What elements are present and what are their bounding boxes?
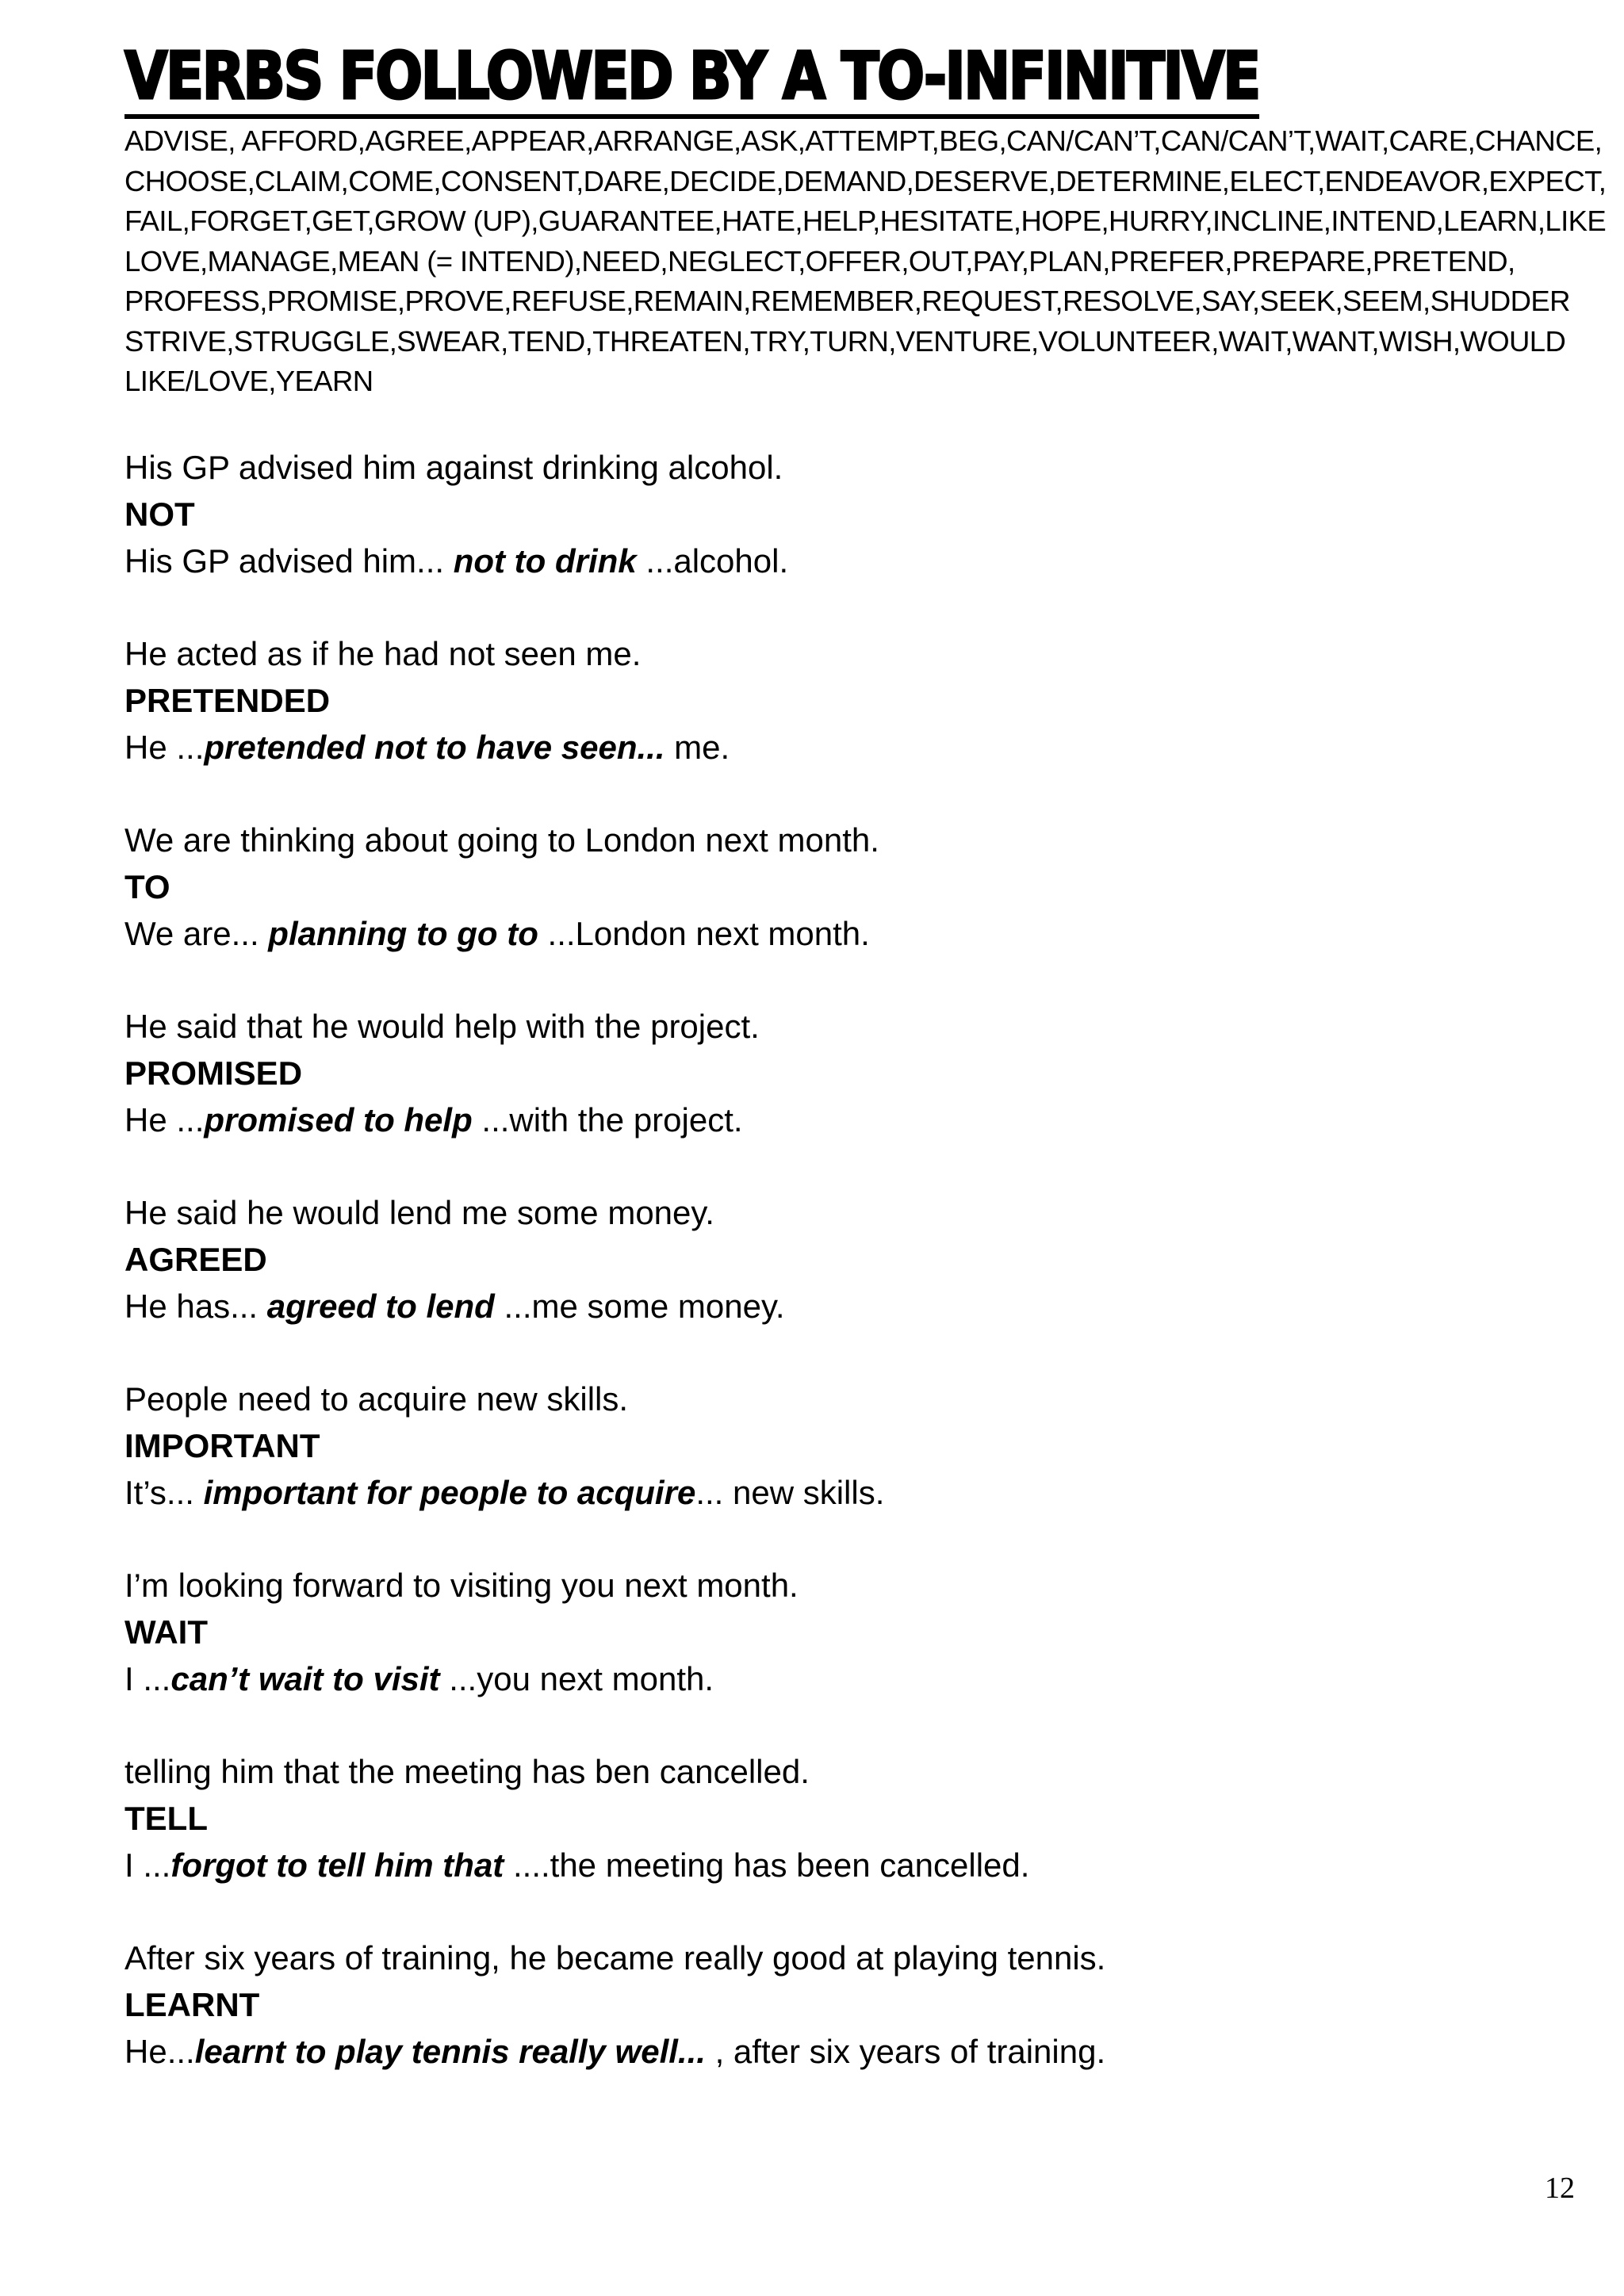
verb-list-line: ADVISE, AFFORD,AGREE,APPEAR,ARRANGE,ASK,ATTEMPT,BEG,CAN/CAN’T,CAN/CAN’T,WAIT,CARE,CHANCE, bbox=[124, 124, 1603, 157]
answer-lead-text: We are... bbox=[124, 915, 269, 952]
answer-text: not to drink bbox=[453, 542, 637, 580]
verb-list-line: CHOOSE,CLAIM,COME,CONSENT,DARE,DECIDE,DEMAND,DESERVE,DETERMINE,ELECT,ENDEAVOR,EXPECT, bbox=[124, 164, 1607, 197]
verb-list-line: STRIVE,STRUGGLE,SWEAR,TEND,THREATEN,TRY,TURN,VENTURE,VOLUNTEER,WAIT,WANT,WISH,WOULD bbox=[124, 324, 1566, 358]
exercise-prompt: After six years of training, he became really good at playing tennis. bbox=[124, 1939, 1106, 1976]
answer-text: can’t wait to visit bbox=[170, 1660, 440, 1697]
exercise-item bbox=[124, 817, 1584, 957]
exercise-item bbox=[124, 1376, 1584, 1516]
answer-text: agreed to lend bbox=[266, 1288, 495, 1325]
exercise-prompt: I’m looking forward to visiting you next month. bbox=[124, 1567, 799, 1604]
exercise-item bbox=[124, 630, 1584, 771]
answer-tail-text: ...you next month. bbox=[439, 1660, 714, 1697]
exercise-answer-line bbox=[124, 2028, 1584, 2075]
exercise-prompt: He said that he would help with the project. bbox=[124, 1008, 760, 1045]
answer-text: important for people to acquire bbox=[203, 1474, 696, 1511]
exercise-item bbox=[124, 1003, 1584, 1143]
page-title: VERBS FOLLOWED BY A TO-INFINITIVE bbox=[124, 40, 1259, 119]
answer-text: promised to help bbox=[204, 1101, 473, 1138]
answer-lead-text: I ... bbox=[124, 1660, 171, 1697]
exercise-answer-line bbox=[124, 1096, 1584, 1143]
answer-tail-text: , after six years of training. bbox=[705, 2033, 1106, 2070]
exercise-prompt: His GP advised him against drinking alcohol. bbox=[124, 449, 783, 486]
answer-tail-text: me. bbox=[665, 729, 730, 766]
exercise-answer-line bbox=[124, 910, 1584, 957]
verb-list-line: FAIL,FORGET,GET,GROW (UP),GUARANTEE,HATE,HELP,HESITATE,HOPE,HURRY,INCLINE,INTEND,LEARN,LIKE bbox=[124, 205, 1607, 237]
answer-lead-text: His GP advised him... bbox=[124, 542, 454, 580]
exercise-keyword: TO bbox=[124, 868, 170, 905]
verb-list-line: LOVE,MANAGE,MEAN (= INTEND),NEED,NEGLECT,OFFER,OUT,PAY,PLAN,PREFER,PREPARE,PRETEND, bbox=[124, 244, 1515, 277]
exercise-item bbox=[124, 1189, 1584, 1330]
exercise-keyword: AGREED bbox=[124, 1241, 267, 1278]
exercise-answer-line bbox=[124, 1842, 1584, 1888]
answer-lead-text: He has... bbox=[124, 1288, 267, 1325]
answer-tail-text: ...London next month. bbox=[538, 915, 870, 952]
answer-tail-text: ...alcohol. bbox=[636, 542, 789, 580]
exercise-answer-line bbox=[124, 538, 1584, 584]
exercise-list bbox=[124, 444, 1584, 2121]
verb-list-line: PROFESS,PROMISE,PROVE,REFUSE,REMAIN,REMEMBER,REQUEST,RESOLVE,SAY,SEEK,SEEM,SHUDDER bbox=[124, 285, 1570, 317]
answer-text: forgot to tell him that bbox=[170, 1846, 504, 1884]
exercise-keyword: WAIT bbox=[124, 1613, 208, 1651]
answer-lead-text: He ... bbox=[124, 1101, 205, 1138]
exercise-item bbox=[124, 1562, 1584, 1702]
exercise-answer-line bbox=[124, 724, 1584, 771]
exercise-keyword: PRETENDED bbox=[124, 682, 331, 719]
exercise-keyword: PROMISED bbox=[124, 1054, 303, 1092]
answer-text: pretended not to have seen... bbox=[204, 729, 665, 766]
exercise-answer-line bbox=[124, 1655, 1584, 1702]
verb-list-line: LIKE/LOVE,YEARN bbox=[124, 365, 373, 397]
exercise-item bbox=[124, 1934, 1584, 2075]
exercise-prompt: We are thinking about going to London next month. bbox=[124, 821, 879, 859]
answer-tail-text: ....the meeting has been cancelled. bbox=[504, 1846, 1030, 1884]
answer-tail-text: ... new skills. bbox=[695, 1474, 885, 1511]
exercise-keyword: NOT bbox=[124, 496, 195, 533]
answer-text: learnt to play tennis really well... bbox=[194, 2033, 706, 2070]
exercise-answer-line bbox=[124, 1469, 1584, 1516]
exercise-prompt: He said he would lend me some money. bbox=[124, 1194, 714, 1231]
exercise-keyword: TELL bbox=[124, 1800, 208, 1837]
exercise-prompt: telling him that the meeting has ben cancelled. bbox=[124, 1753, 810, 1790]
exercise-keyword: LEARNT bbox=[124, 1986, 260, 2023]
answer-tail-text: ...with the project. bbox=[472, 1101, 743, 1138]
answer-lead-text: He ... bbox=[124, 729, 205, 766]
answer-text: planning to go to bbox=[268, 915, 538, 952]
answer-lead-text: It’s... bbox=[124, 1474, 204, 1511]
exercise-prompt: He acted as if he had not seen me. bbox=[124, 635, 642, 672]
exercise-item bbox=[124, 1748, 1584, 1888]
answer-lead-text: I ... bbox=[124, 1846, 171, 1884]
page-number: 12 bbox=[1545, 2172, 1575, 2205]
answer-tail-text: ...me some money. bbox=[494, 1288, 785, 1325]
exercise-prompt: People need to acquire new skills. bbox=[124, 1380, 629, 1418]
answer-lead-text: He... bbox=[124, 2033, 195, 2070]
verb-list bbox=[124, 121, 1607, 402]
exercise-answer-line bbox=[124, 1283, 1584, 1330]
exercise-item bbox=[124, 444, 1584, 584]
exercise-keyword: IMPORTANT bbox=[124, 1427, 320, 1464]
